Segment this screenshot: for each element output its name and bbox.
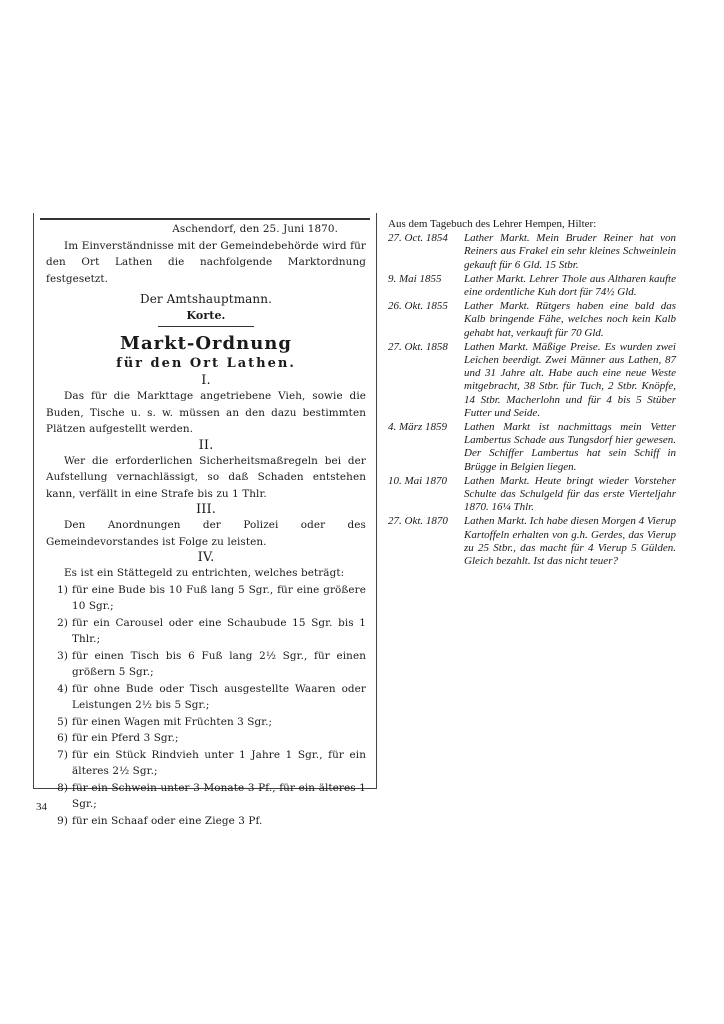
fee-text: für einen Tisch bis 6 Fuß lang 2½ Sgr., für einen größern 5 Sgr.; xyxy=(72,649,366,678)
document-title: Markt-Ordnung xyxy=(120,333,292,354)
diary-entry xyxy=(388,421,676,474)
list-item xyxy=(46,813,366,830)
document-subtitle: für den Ort Lathen. xyxy=(116,356,296,371)
fee-number: 3) xyxy=(57,649,68,662)
entry-date: 10. Mai 1870 xyxy=(388,474,447,487)
diary-entry xyxy=(388,475,676,515)
fee-text: für ein Carousel oder eine Schaubude 15 Sgr. bis 1 Thlr.; xyxy=(72,616,366,645)
section-text: Wer die erforderlichen Sicherheitsmaßregeln bei der Aufstellung vernachlässigt, so daß Schaden entstehen kann, verfällt in eine Strafe bis zu 1 Thlr. xyxy=(46,454,366,500)
fee-number: 9) xyxy=(57,814,68,827)
signature-name: Korte. xyxy=(186,308,226,322)
list-item xyxy=(46,681,366,714)
section-text: Den Anordnungen der Polizei oder des Gemeindevorstandes ist Folge zu leisten. xyxy=(46,519,366,548)
fee-number: 7) xyxy=(57,748,68,761)
section-numeral: II. xyxy=(198,437,214,453)
fee-text: für ein Pferd 3 Sgr.; xyxy=(72,732,179,744)
clipping-intro: Im Einverständnisse mit der Gemeindebehörde wird für den Ort Lathen die nachfolgende Marktordnung festgesetzt. xyxy=(46,239,366,285)
list-item xyxy=(46,582,366,615)
fee-text: für ein Schwein unter 3 Monate 3 Pf., für ein älteres 1 Sgr.; xyxy=(72,781,366,810)
section-numeral: III. xyxy=(196,502,216,517)
entry-text: Lather Markt. Rütgers haben eine bald das Kalb bringende Fähe, welches noch kein Kalb gehabt hat, verkauft für 70 Gld. xyxy=(464,300,676,339)
page-number: 34 xyxy=(36,801,47,813)
signature-title: Der Amtshauptmann. xyxy=(139,292,273,306)
entry-text: Lather Markt. Mein Bruder Reiner hat von Reiners aus Frakel ein sehr kleines Schweinlein gekauft für 6 Gld. 15 Stbr. xyxy=(464,232,676,271)
diary-entry xyxy=(388,232,676,272)
fee-number: 6) xyxy=(57,732,68,744)
entry-date: 27. Oct. 1854 xyxy=(388,232,448,245)
section-numeral: I. xyxy=(201,373,211,388)
top-rule xyxy=(40,218,370,220)
fee-text: für eine Bude bis 10 Fuß lang 5 Sgr., für eine größere 10 Sgr.; xyxy=(72,583,366,612)
fee-text: für ein Schaaf oder eine Ziege 3 Pf. xyxy=(72,814,263,827)
list-item xyxy=(46,615,366,648)
entry-text: Lathen Markt. Heute bringt wieder Vorsteher Schulte das Schulgeld für das erste Vierteljahr 1870. 16¼ Thlr. xyxy=(464,474,676,514)
list-item xyxy=(46,730,366,747)
fee-list xyxy=(46,582,366,830)
diary-entry xyxy=(388,341,676,420)
fee-number: 2) xyxy=(57,616,68,629)
entry-text: Lathen Markt ist nachmittags mein Vetter Lambertus Schade aus Tungsdorf hier gewesen. Der Schiffer Lambertus hat sein Schiff in Brügge in Belgien liegen. xyxy=(464,421,676,473)
entry-date: 27. Okt. 1858 xyxy=(388,340,448,353)
entry-date: 9. Mai 1855 xyxy=(388,272,442,285)
entry-date: 26. Okt. 1855 xyxy=(388,300,448,313)
section-text: Es ist ein Stättegeld zu entrichten, welches beträgt: xyxy=(64,567,345,579)
fee-number: 1) xyxy=(57,583,68,596)
entry-date: 4. März 1859 xyxy=(388,421,447,434)
entry-date: 27. Okt. 1870 xyxy=(388,515,448,528)
diary-entry xyxy=(388,300,676,340)
fee-number: 4) xyxy=(57,682,68,695)
list-item xyxy=(46,648,366,681)
fee-text: für einen Wagen mit Früchten 3 Sgr.; xyxy=(72,715,273,728)
section-numeral: IV. xyxy=(197,550,215,565)
entry-text: Lather Markt. Lehrer Thole aus Altharen kaufte eine ordentliche Kuh dort für 74½ Gld. xyxy=(464,272,676,299)
diary-entry xyxy=(388,273,676,299)
entry-text: Lathen Markt. Ich habe diesen Morgen 4 Vierup Kartoffeln erhalten von g.h. Gerdes, das Vierup zu 25 Stbr., das macht für 4 Vierup 5 Gülden. Gleich bezahlt. Ist das nicht teuer? xyxy=(464,515,677,568)
diary-column xyxy=(388,218,676,569)
list-item xyxy=(46,747,366,780)
divider xyxy=(158,326,254,327)
diary-heading: Aus dem Tagebuch des Lehrer Hempen, Hilter: xyxy=(388,218,597,230)
clipping-date-line: Aschendorf, den 25. Juni 1870. xyxy=(172,223,338,235)
fee-number: 5) xyxy=(57,715,68,728)
list-item xyxy=(46,780,366,813)
fee-text: für ohne Bude oder Tisch ausgestellte Waaren oder Leistungen 2½ bis 5 Sgr.; xyxy=(72,682,366,711)
fee-text: für ein Stück Rindvieh unter 1 Jahre 1 Sgr., für ein älteres 2½ Sgr.; xyxy=(72,748,366,777)
entry-text: Lathen Markt. Mäßige Preise. Es wurden zwei Leichen beerdigt. Zwei Männer aus Lathen, 87 und 31 Jahre alt. Habe auch eine neue Weste mitgebracht, 38 Stbr. für Tuch, 2 Stbr. Knöpfe, 14 Stbr. Macherlohn und für 4 bis 5 Stüber Futter und Seide. xyxy=(464,340,676,419)
clipping-content xyxy=(46,221,366,829)
diary-entry xyxy=(388,515,676,568)
list-item xyxy=(46,714,366,731)
fee-number: 8) xyxy=(57,781,68,794)
section-text: Das für die Markttage angetriebene Vieh, sowie die Buden, Tische u. s. w. müssen an den dazu bestimmten Plätzen aufgestellt werden. xyxy=(46,390,366,435)
